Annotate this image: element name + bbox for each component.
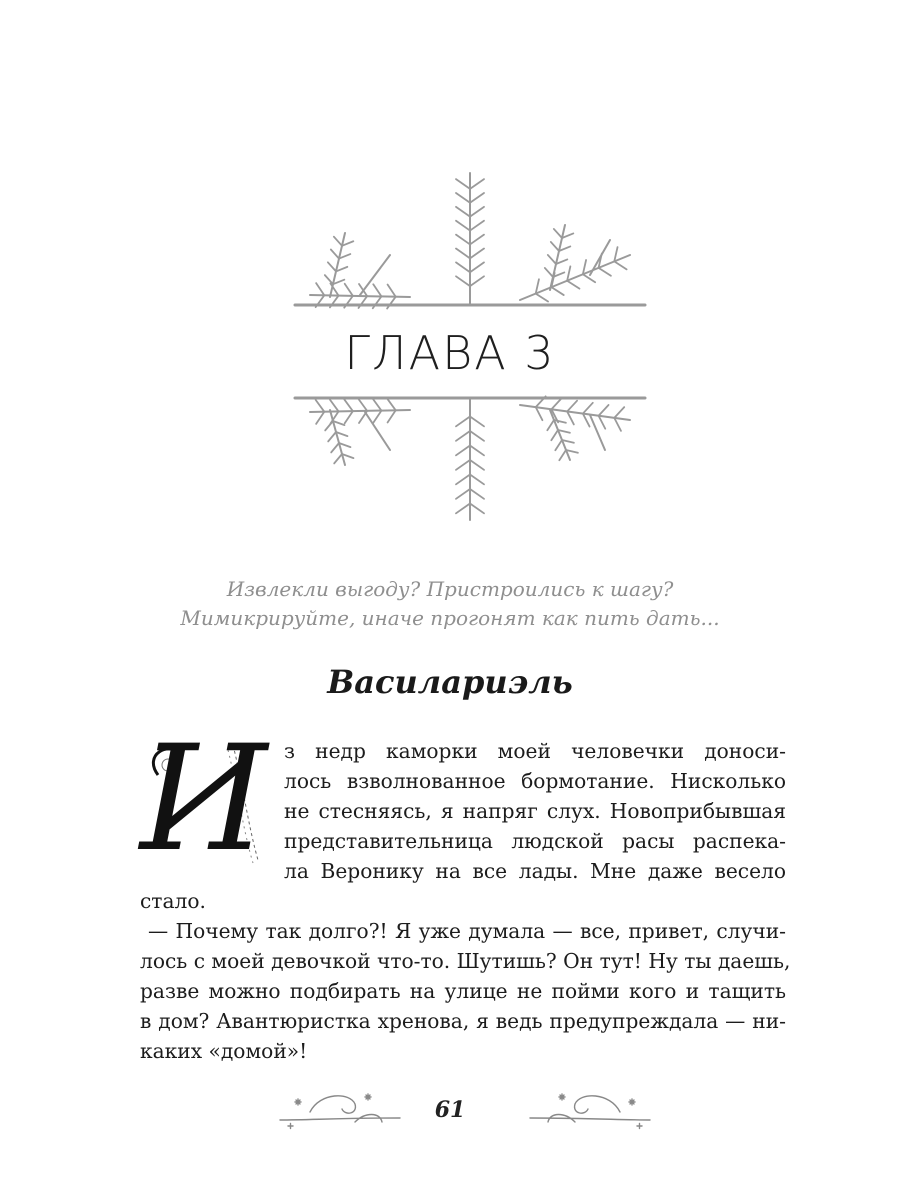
paragraph-line: не стесняясь, я напряг слух. Новоприбывшая xyxy=(284,799,786,823)
paragraph-line: лось взволнованное бормотание. Нисколько xyxy=(284,769,786,793)
dialogue-line: в дом? Авантюристка хренова, я ведь предупреждала — ни- xyxy=(140,1009,786,1033)
dialogue-line: разве можно подбирать на улице не пойми кого и тащить xyxy=(140,979,786,1003)
page-number: 61 xyxy=(434,1097,466,1123)
epigraph-line-2: Мимикрируйте, иначе прогонят как пить дать... xyxy=(180,606,720,630)
chapter-title: ГЛАВА 3 xyxy=(344,326,556,380)
dialogue-line: каких «домой»! xyxy=(140,1039,308,1063)
drop-cap-letter: И xyxy=(140,714,268,884)
epigraph-line-1: Извлекли выгоду? Пристроились к шагу? xyxy=(226,577,674,601)
snowflake-ornament-top-icon xyxy=(290,165,650,315)
paragraph-line: стало. xyxy=(140,889,206,913)
paragraph-line: ла Веронику на все лады. Мне даже весело xyxy=(284,859,786,883)
section-heading: Василариэль xyxy=(327,663,573,701)
paragraph-line: з недр каморки моей человечки доноси- xyxy=(284,739,786,763)
paragraph-line: представительница людской расы распека- xyxy=(284,829,786,853)
snowflake-ornament-bottom-icon xyxy=(290,390,650,530)
dialogue-line: — Почему так долго?! Я уже думала — все, привет, случи- xyxy=(148,919,786,943)
dialogue-line: лось с моей девочкой что-то. Шутишь? Он тут! Ну ты даешь, xyxy=(140,949,791,973)
